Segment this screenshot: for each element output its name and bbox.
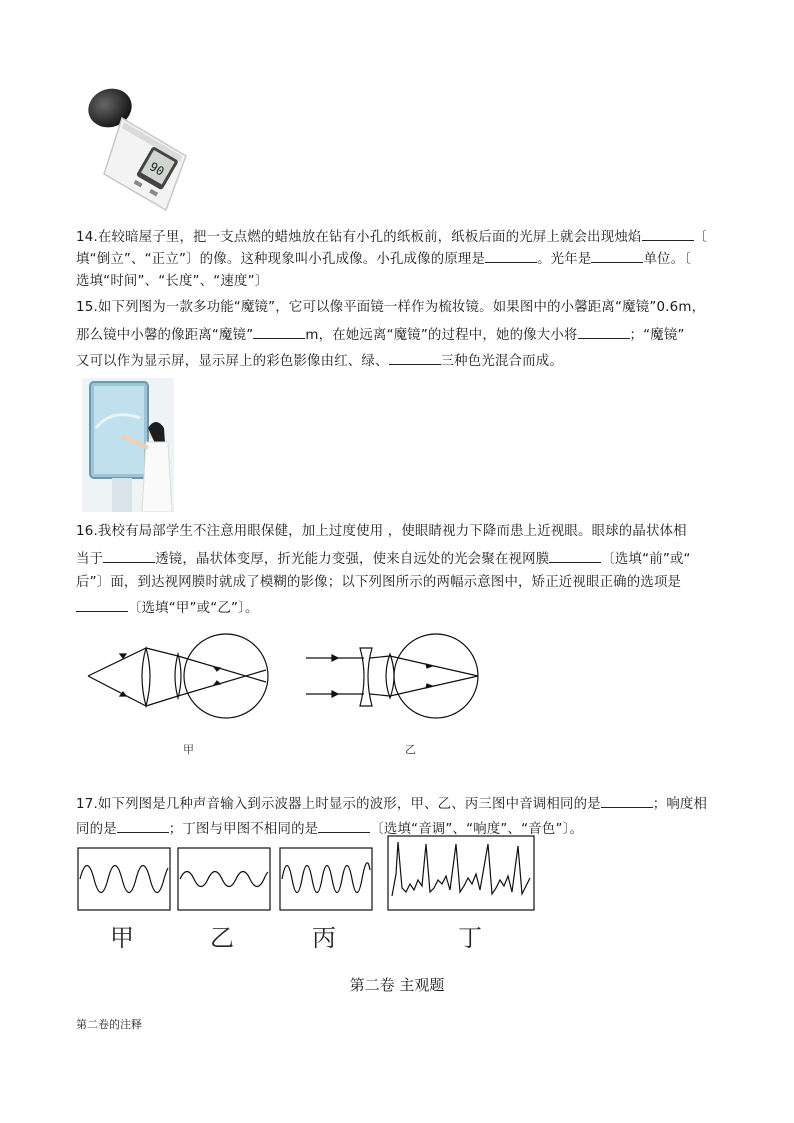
meter-display: 90 [147,159,167,179]
q17-text-c: 同的是 [76,822,117,837]
q16-text-d: 〔选填“甲”或“乙”〕。 [128,601,259,616]
q17-text-b: ；响度相 [652,797,708,812]
q17-blank-2[interactable] [117,818,169,833]
q16-line1: 16.我校有局部学生不注意用眼保健，加上过度使用 ，使眼睛视力下降而患上近视眼。眼球的晶状体相 [76,524,687,539]
q17-line1 [76,793,707,815]
q14-text-c: 填“倒立”、“正立”〕的像。这种现象叫小孔成像。小孔成像的原理是 [76,252,486,267]
q14-text-b: 〔 [693,230,708,245]
q15-text-d: 又可以作为显示屏，显示屏上的彩色影像由红、绿、 [76,354,389,369]
q15-line2 [76,324,685,346]
q16-text-a: 当于 [76,552,104,567]
q15-text-b: m，在她远离“魔镜”的过程中，她的像大小将 [305,328,578,343]
wave-label-bing: 丙 [312,924,336,952]
q14-text-a: 14.在较暗屋子里，把一支点燃的蜡烛放在钻有小孔的纸板前，纸板后面的光屏上就会出现烛焰 [76,230,642,245]
waveform-panels [76,834,538,914]
q15-blank-1[interactable] [253,324,305,339]
q15-text-e: 三种色光混合而成。 [440,354,563,369]
wave-label-jia: 甲 [110,924,134,952]
q14-line3: 选填“时间”、“长度”、“速度”〕 [76,274,269,289]
q15-text-a: 那么镜中小馨的像距离“魔镜” [76,328,254,343]
q14-text-e: 单位。〔 [643,252,692,267]
section-note: 第二卷的注释 [76,1018,142,1031]
eye-diagram-yi [306,634,478,718]
q16-line4 [76,597,259,619]
q17-blank-3[interactable] [318,818,370,833]
q15-text-c: ；“魔镜” [629,328,685,343]
wave-panel-yi [178,848,270,910]
fig-label-jia: 甲 [183,743,194,756]
wave-jia [80,866,168,893]
q15-blank-3[interactable] [389,350,441,365]
q16-line2 [76,548,691,570]
wave-label-ding: 丁 [458,924,482,952]
q14-text-d: 。光年是 [537,252,592,267]
q14-blank-1[interactable] [642,226,694,241]
q17-text-a: 17.如下列图是几种声音输入到示波器上时显示的波形，甲、乙、丙三图中音调相同的是 [76,797,601,812]
q17-blank-1[interactable] [601,793,653,808]
wave-yi [180,872,268,887]
q14-blank-2[interactable] [485,248,537,263]
q17-text-d: ；丁图与甲图不相同的是 [168,822,319,837]
sound-meter-image [82,86,200,214]
eye-diagram-jia [88,634,268,718]
magic-mirror-image [82,378,174,512]
q14-blank-3[interactable] [591,248,643,263]
wave-label-yi: 乙 [210,924,234,952]
q14-line1 [76,226,707,248]
q16-text-b: 透镜，晶状体变厚，折光能力变强，使来自远处的光会聚在视网膜 [155,552,550,567]
eye-diagram [80,624,500,736]
section-title: 第二卷 主观题 [349,976,445,994]
fig-label-yi: 乙 [405,743,416,756]
wave-ding [392,842,530,896]
wave-bing [282,863,370,893]
wave-panel-bing [280,848,372,910]
q15-blank-2[interactable] [578,324,630,339]
q16-blank-2[interactable] [549,548,601,563]
q16-line3: 后”〕面，到达视网膜时就成了模糊的影像；以下列图所示的两幅示意图中，矫正近视眼正确的选项是 [76,575,682,590]
q17-text-e: 〔选填“音调”、“响度”、“音色”〕。 [370,822,584,837]
wave-panel-jia [78,848,170,910]
q16-blank-3[interactable] [76,597,128,612]
q16-text-c: 〔选填“前”或“ [601,552,691,567]
q14-line2 [76,248,691,270]
q15-line3 [76,350,563,372]
q16-blank-1[interactable] [103,548,155,563]
q15-line1: 15.如下列图为一款多功能“魔镜”，它可以像平面镜一样作为梳妆镜。如果图中的小馨距离“魔镜”0.6m， [76,300,706,315]
wave-panel-ding [388,836,534,910]
